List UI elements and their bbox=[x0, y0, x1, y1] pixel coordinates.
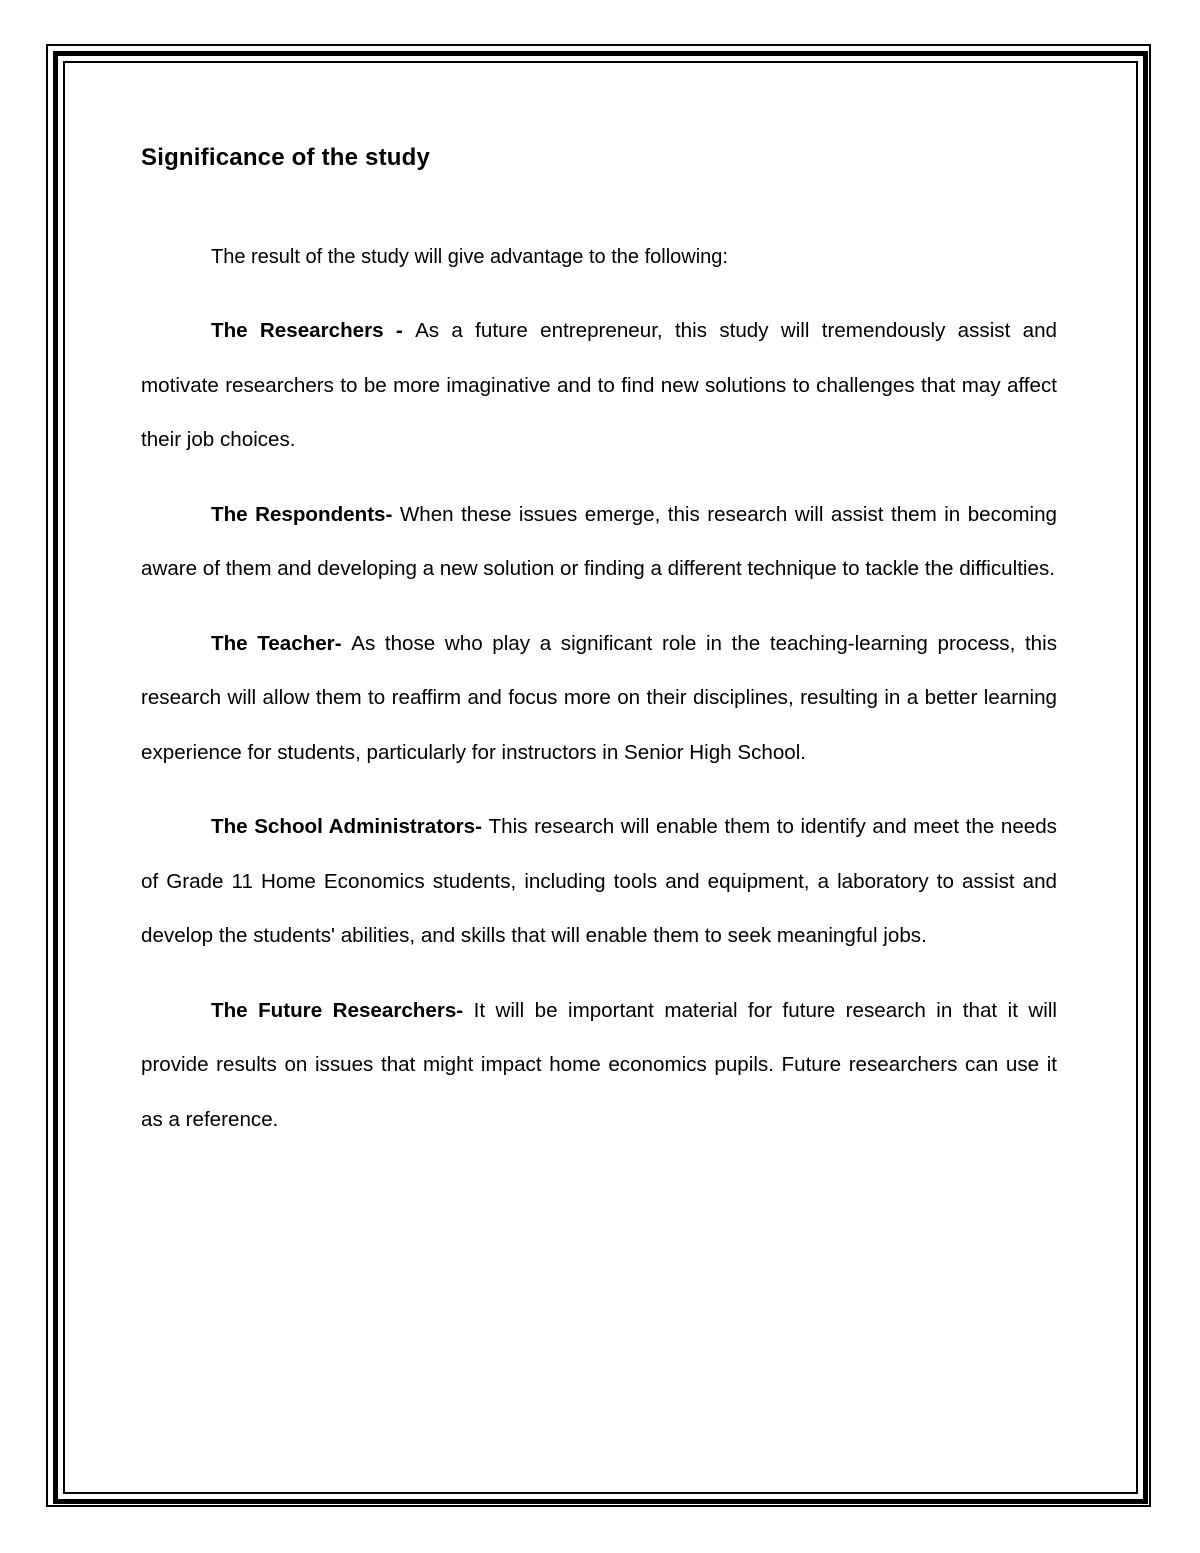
paragraph-text: As those who play a significant role in the teaching-learning process, this research will allow them to reaffirm and focus more on their disciplines, resulting in a better learning experience for students, particularly for instructors in Senior High School. bbox=[141, 631, 1057, 764]
paragraph-text: As a future entrepreneur, this study will tremendously assist and motivate researchers to be more imaginative and to find new solutions to challenges that may affect their job choices. bbox=[141, 319, 1057, 451]
paragraph-text: When these issues emerge, this research will assist them in becoming aware of them and developing a new solution or finding a different technique to tackle the difficulties. bbox=[141, 502, 1057, 580]
intro-paragraph: The result of the study will give advantage to the following: bbox=[211, 246, 728, 268]
paragraph-respondents bbox=[141, 488, 1057, 597]
paragraph-lead: The Respondents- bbox=[211, 502, 400, 526]
paragraph-lead: The School Administrators- bbox=[211, 815, 489, 838]
paragraph-lead: The Researchers - bbox=[211, 319, 416, 342]
paragraph-future-researchers bbox=[141, 984, 1057, 1148]
paragraph-lead: The Future Researchers- bbox=[211, 998, 474, 1022]
paragraph-text: This research will enable them to identify and meet the needs of Grade 11 Home Economics students, including tools and equipment, a laboratory to assist and develop the students' abilities, and skills that will enable them to seek meaningful jobs. bbox=[141, 815, 1057, 947]
paragraph-researchers bbox=[141, 304, 1057, 468]
paragraph-school-administrators bbox=[141, 800, 1057, 964]
document-body bbox=[141, 138, 1057, 1147]
paragraph-lead: The Teacher- bbox=[211, 631, 352, 655]
paragraph-teacher bbox=[141, 617, 1057, 781]
paragraph-text: It will be important material for future research in that it will provide results on issues that might impact home economics pupils. Future researchers can use it as a reference. bbox=[141, 998, 1057, 1131]
section-title: Significance of the study bbox=[141, 144, 431, 171]
